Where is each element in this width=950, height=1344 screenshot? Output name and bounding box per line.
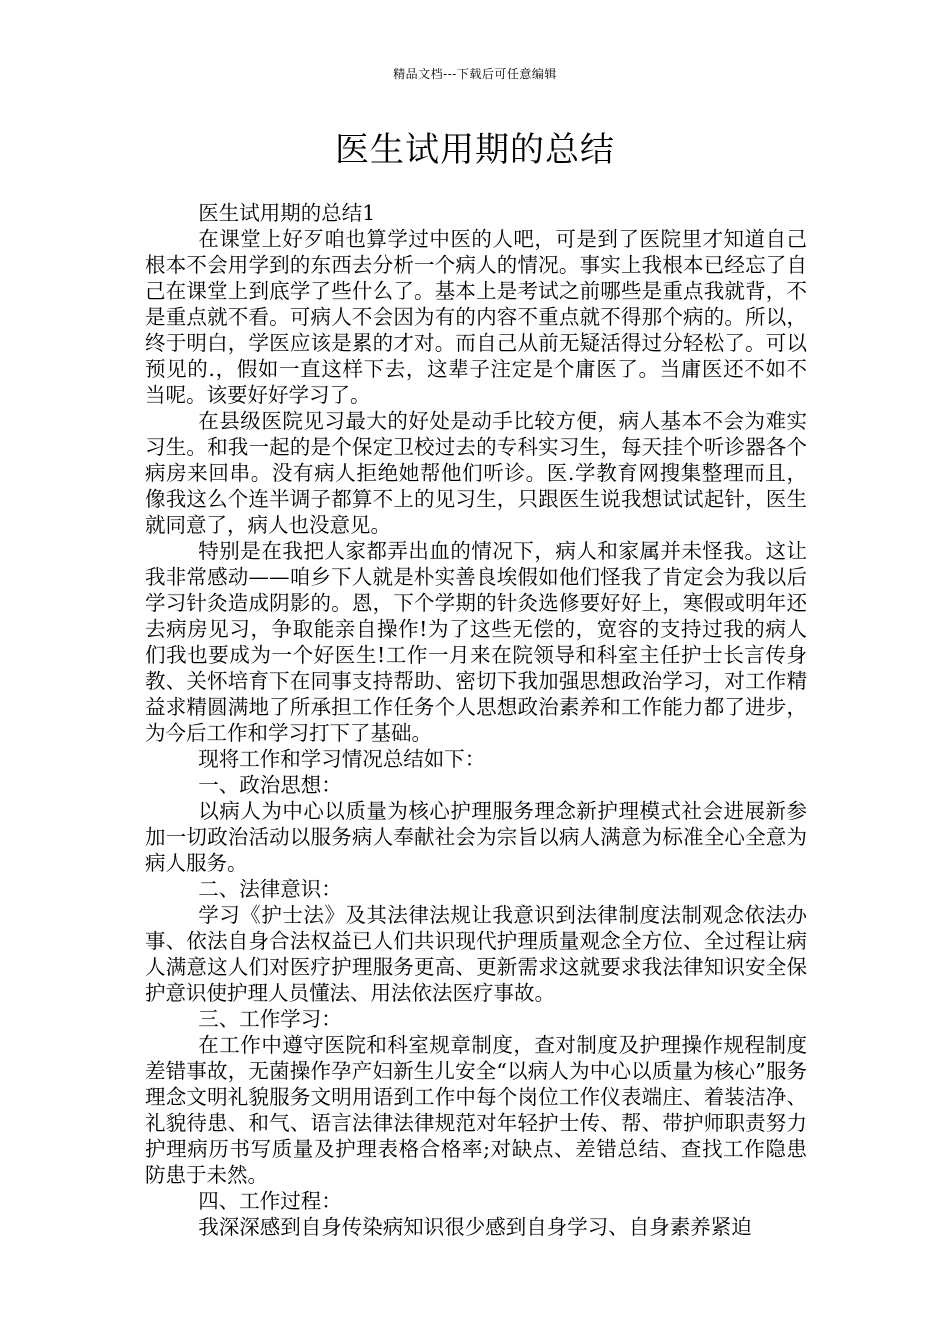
- paragraph: 以病人为中心以质量为核心护理服务理念新护理模式社会进展新参加一切政治活动以服务病人奉献社会为宗旨以病人满意为标准全心全意为病人服务。: [145, 799, 807, 875]
- document-body: [145, 200, 807, 1240]
- paragraph: 在课堂上好歹咱也算学过中医的人吧，可是到了医院里才知道自己根本不会用学到的东西去分析一个病人的情况。事实上我根本已经忘了自己在课堂上到底学了些什么了。基本上是考试之前哪些是重点我就背，不是重点就不看。可病人不会因为有的内容不重点就不得那个病的。所以，终于明白，学医应该是累的才对。而自己从前无疑活得过分轻松了。可以预见的.，假如一直这样下去，这辈子注定是个庸医了。当庸医还不如不当呢。该要好好学习了。: [145, 227, 807, 407]
- section-heading: 一、政治思想：: [198, 773, 342, 797]
- paragraph: 在工作中遵守医院和科室规章制度，查对制度及护理操作规程制度差错事故，无菌操作孕产妇新生儿安全“以病人为中心以质量为核心”服务理念文明礼貌服务文明用语到工作中每个岗位工作仪表端庄、着装洁净、礼貌待患、和气、语言法律法律规范对年轻护士传、帮、带护师职责努力护理病历书写质量及护理表格合格率;对缺点、差错总结、查找工作隐患防患于未然。: [145, 1033, 807, 1187]
- section-heading: 二、法律意识：: [198, 877, 342, 901]
- paragraph: 学习《护士法》及其法律法规让我意识到法律制度法制观念依法办事、依法自身合法权益已人们共识现代护理质量观念全方位、全过程让病人满意这人们对医疗护理服务更高、更新需求这就要求我法律知识安全保护意识使护理人员懂法、用法依法医疗事故。: [145, 903, 807, 1005]
- header-note: 精品文档---下载后可任意编辑: [393, 67, 557, 81]
- section-heading: 三、工作学习：: [198, 1007, 342, 1031]
- section-heading: 医生试用期的总结1: [198, 201, 376, 225]
- paragraph: 特别是在我把人家都弄出血的情况下，病人和家属并未怪我。这让我非常感动——咱乡下人就是朴实善良埃假如他们怪我了肯定会为我以后学习针灸造成阴影的。恩，下个学期的针灸选修要好好上，寒假或明年还去病房见习，争取能亲自操作!为了这些无偿的，宽容的支持过我的病人们我也要成为一个好医生!工作一月来在院领导和科室主任护士长言传身教、关怀培育下在同事支持帮助、密切下我加强思想政治学习，对工作精益求精圆满地了所承担工作任务个人思想政治素养和工作能力都了进步，为今后工作和学习打下了基础。: [145, 539, 807, 745]
- document-title: 医生试用期的总结: [335, 130, 615, 170]
- paragraph: 我深深感到自身传染病知识很少感到自身学习、自身素养紧迫: [198, 1215, 752, 1239]
- paragraph: 现将工作和学习情况总结如下：: [198, 747, 486, 771]
- paragraph: 在县级医院见习最大的好处是动手比较方便，病人基本不会为难实习生。和我一起的是个保定卫校过去的专科实习生，每天挂个听诊器各个病房来回串。没有病人拒绝她帮他们听诊。医.学教育网搜集整理而且，像我这么个连半调子都算不上的见习生，只跟医生说我想试试起针，医生就同意了，病人也没意见。: [145, 409, 807, 537]
- section-heading: 四、工作过程：: [198, 1189, 342, 1213]
